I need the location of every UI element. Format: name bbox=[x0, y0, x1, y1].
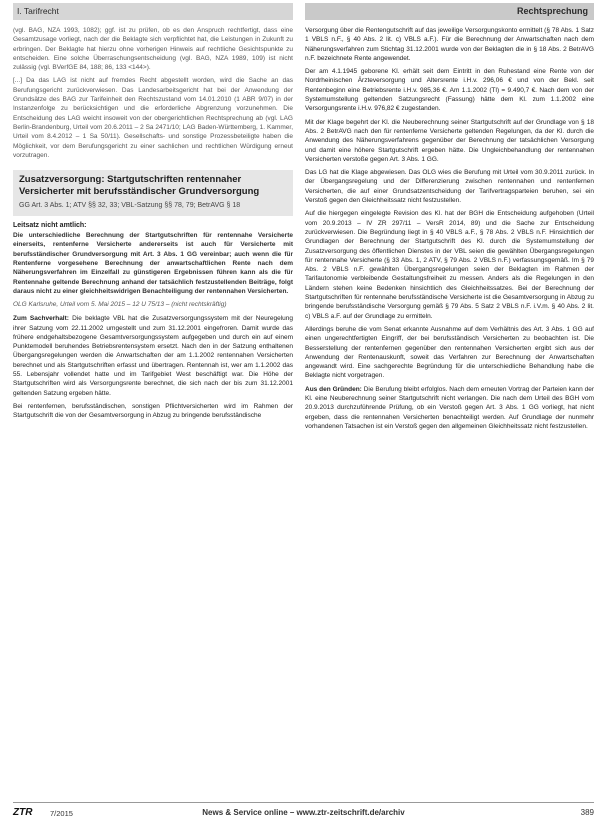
reasons-text: Die Berufung bleibt erfolglos. Nach dem erneuten Vortrag der Parteien kann der Kl. eine Neuberechnung seiner Startgutschrift nicht verlangen. Die nach dem Urteil des BGH vom 20.9.2013 durchzuführende Prüfung, ob ein Verstoß gegen Art. 3 Abs. 1 GG vorliegt, hat nicht ergeben, dass die rentennahen Versicherten benachteiligt werden. Auf Grundlage der nunmehr vorhandenen Tatsachen ist ein Verstoß gegen den allgemeinen Gleichheitssatz nicht festzustellen. bbox=[305, 385, 594, 430]
page-footer bbox=[0, 802, 607, 824]
reasons-label: Aus den Gründen: bbox=[305, 385, 362, 393]
facts-text: Die beklagte VBL hat die Zusatzversorgungssystem mit der Neuregelung ihrer Satzung vom 22.11.2002 umgestellt und zum 31.12.2001 eingefroren. Damit wurde das frühere endgehaltsbezogene Gesamtversorgungssystem aufgegeben und durch ein auf einem Punktemodell beruhendes Betriebsrentensystem ersetzt. Nach den in der Satzung enthaltenen Übergangsregelungen werden die Anwartschaften der am 1.1.2002 rentennahen Versicherten berechnet und als Startgutschriften erfasst und übertragen. Rentennah ist, wer am 1.1.2002 das 55. Lebensjahr vollendet hatte und im Tarifgebiet West beschäftigt war. Die Höhe der Startgutschriften wird als Versorgungsrente berechnet, die sich nach der bis zum 31.12.2001 geltenden Satzung ergeben hätte. bbox=[13, 315, 293, 397]
lead-text: Die unterschiedliche Berechnung der Startgutschriften für rentennahe Versicherte einerseits, rentenferne Versicherte andererseits ist auch für Versicherte mit berufsständischer Grundversorgung mit Art. 3 Abs. 1 GG vereinbar; auch wenn die für Rentenferne vorgesehene Berechnung der anwartschaftlichen Rente nach dem Näherungsverfahren im Einzelfall zu günstigeren Ergebnissen führen kann als die für Rentennahe geltende Berechnung anhand der tatsächlich festzustellenden Beiträge, folgt daraus nicht zu einer gleichheitswidrigen Benachteiligung der rentennahen Versicherten. bbox=[13, 232, 293, 295]
body-paragraph: Der am 4.1.1945 geborene Kl. erhält seit dem Eintritt in den Ruhestand eine Rente von der Nordrheinischen Ärzteversorgung und Altersrente i.H.v. 296,06 € und von der Bekl. seit Rentenbeginn eine Betriebsrente i.H.v. 985,36 €. Am 1.1.2002 (Tl) = 9.490,7 €. Nach dem von der Systemumstellung geltenden Satzungsrecht (Fassung) hätte dem Kl. zum 1.1.2002 eine Versorgungsrente i.H.v. 976,82 € zugestanden. bbox=[305, 68, 594, 113]
decision-header bbox=[13, 170, 293, 216]
footer-url-text[interactable]: News & Service online – www.ztr-zeitschrift.de/archiv bbox=[202, 808, 405, 817]
section-label-right: Rechtsprechung bbox=[305, 3, 594, 20]
closing-paragraph: Bei rentenfernen, berufsständischen, sonstigen Pflichtversicherten wird im Rahmen der Startgutschrift die von der Gesamtversorgung in Abzug zu bringende berufsständische bbox=[13, 402, 293, 420]
issue-number: 7/2015 bbox=[50, 809, 73, 818]
lead-label: Leitsatz nicht amtlich: bbox=[13, 222, 87, 230]
facts-label: Zum Sachverhalt: bbox=[13, 315, 69, 323]
reasons-paragraph bbox=[305, 385, 594, 431]
footer-divider bbox=[13, 802, 594, 803]
page-number: 389 bbox=[580, 808, 594, 817]
facts-paragraph bbox=[13, 314, 293, 398]
section-label-left: I. Tarifrecht bbox=[13, 3, 293, 20]
body-paragraph: Allerdings beruhe die vom Senat erkannte Ausnahme auf dem Verhältnis des Art. 3 Abs. 1 GG auf einen ungerechtfertigten Eingriff, der bei berufsständisch Versicherten zu beobachten ist. Die Besserstellung der rentenfernen gegenüber den rentennahen Versicherten ergibt sich aus der Anwendung der Rentenauskunft, soweit das Verfahren zur Berechnung der Anwartschaften angewandt wird. Eine sachgerechte Begründung für die unterschiedliche Behandlung habe die Beklagte nicht vorgetragen. bbox=[305, 325, 594, 380]
body-paragraph: Versorgung über die Rentengutschrift auf das jeweilige Versorgungskonto ermittelt (§ 78 Abs. 1 Satz 1 VBLS n.F., § 40 Abs. 2 lit. c) VBLS a.F.). Für die Berechnung der Anwartschaften nach dem Näherungsverfahren zum Stichtag 31.12.2001 wurde von der Beklagten die in § 18 Abs. 2 BetrAVG n.F. bezeichnete Rente angewendet. bbox=[305, 27, 594, 62]
body-paragraph: [...] Da das LAG ist nicht auf fremdes Recht abgestellt worden, wird die Sache an das Berufungsgericht zurückverwiesen. Das Landesarbeitsgericht hat bei der Anwendung der Grundsätze des BAG zur Tarifeinheit den Rechtszustand vom 14.01.2010 (1 ABR 9/07) in der Instanzenfolge zu berücksichtigen und die erforderliche Abgrenzung vorzunehmen. Die Entscheidung des LAG weicht insoweit von der obergerichtlichen Rechtsprechung ab (vgl. LAG Berlin-Brandenburg, Urteil vom 20.6.2011 – 2 Sa 2471/10; LAG Baden-Württemberg, 1. Kammer, Urteil vom 8.4.2012 – 1 Sa 50/11). Gesellschafts- und sonstige Prozessbeteiligte haben die Möglichkeit, vor dem Berufungsgericht zu einer sachlichen und rechtlichen Würdigung erneut vorzutragen. bbox=[13, 77, 293, 159]
right-column bbox=[305, 26, 594, 435]
body-paragraph: (vgl. BAG, NZA 1993, 1082); ggf. ist zu prüfen, ob es den Anspruch rechtfertigt, dass eine Gesamtzusage vorliegt, nach der die Beklagte sich verpflichtet hat, die Leistungen in Zukunft zu erbringen. Der Beklagte hat hierzu ohne vorherigen Hinweis auf rechtliche Gesichtspunkte zu entscheiden. Eine solche Überraschungsentscheidung (vgl. BAG, NZA 1989, 109) ist nicht zulässig (vgl. BVerfGE 84, 188; 86, 133 <144>). bbox=[13, 27, 293, 72]
left-column bbox=[13, 26, 293, 425]
body-paragraph: Auf die hiergegen eingelegte Revision des Kl. hat der BGH die Entscheidung aufgehoben (Urteil vom 20.9.2013 – IV ZR 297/11 – VersR 2014, 89) und die Sache zur Entscheidung zurückverwiesen. Die Begründung liegt in § 40 VBLS a.F., § 78 Abs. 2 VBLS n.F. Hinsichtlich der Grundlagen der Berechnung der Startgutschrift des Kl. durch die Systemumstellung der Zusatzversorgung des öffentlichen Dienstes in der VBL seien die gewählten Übergangsregelungen für rentennahe Versicherte (§ 33 Abs. 1, 2 ATV, § 79 Abs. 2 VBLS n.F.) verfassungsgemäß. Im § 79 Abs. 2 VBLS n.F. gewählten Übergangsregelungen seien der Beklagten im Rahmen der Tarifautonomie verbleibende Gestaltungsfreiheit zu messen. Anders als die Regelungen in den Ländern stehen keine Bedenken hinsichtlich des Gleichheitssatzes. Bei der Berechnung der Startgutschriften für rentennahe berufsständische Versicherte ist die Gesamtversorgung in Abzug zu bringende berufsständische Versorgung gemäß § 79 Abs. 5 Satz 2 VBLS n.F. i.V.m. § 40 Abs. 2 lit. c) VBLS a.F. auf der Grundlage zu ermitteln. bbox=[305, 210, 594, 320]
decision-headline: Zusatzversorgung: Startgutschriften rentennaher Versicherter mit berufsständischer Grundversorgung bbox=[19, 174, 260, 197]
legal-references: GG Art. 3 Abs. 1; ATV §§ 32, 33; VBL-Satzung §§ 78, 79; BetrAVG § 18 bbox=[19, 202, 241, 210]
body-paragraph: Das LG hat die Klage abgewiesen. Das OLG wies die Berufung mit Urteil vom 30.9.2011 zurück. In der Übergangsregelung und der Differenzierung zwischen rentennahen und rentenfernen Versicherten, die auf einer Grundsatzentscheidung der Tarifvertragsparteien beruhen, sei ein Verstoß gegen den Gleichheitssatz nicht festzustellen. bbox=[305, 169, 594, 205]
journal-logo: ZTR bbox=[13, 807, 33, 818]
page-header bbox=[0, 0, 607, 20]
body-paragraph: Mit der Klage begehrt der Kl. die Neuberechnung seiner Startgutschrift auf der Grundlage von § 18 Abs. 2 BetrAVG nach den für rentenferne Versicherte geltenden Regelungen, da der Kl. durch die Anwendung des Näherungsverfahrens gegenüber der Berechnung der tatsächlichen Versorgung und damit eine höhere Startgutschrift ergeben hätte. Die Ungleichbehandlung der rentennahen Versicherten verstoße gegen Art. 3 Abs. 1 GG. bbox=[305, 118, 594, 163]
court-citation: OLG Karlsruhe, Urteil vom 5. Mai 2015 – 12 U 75/13 – (nicht rechtskräftig) bbox=[13, 301, 227, 309]
